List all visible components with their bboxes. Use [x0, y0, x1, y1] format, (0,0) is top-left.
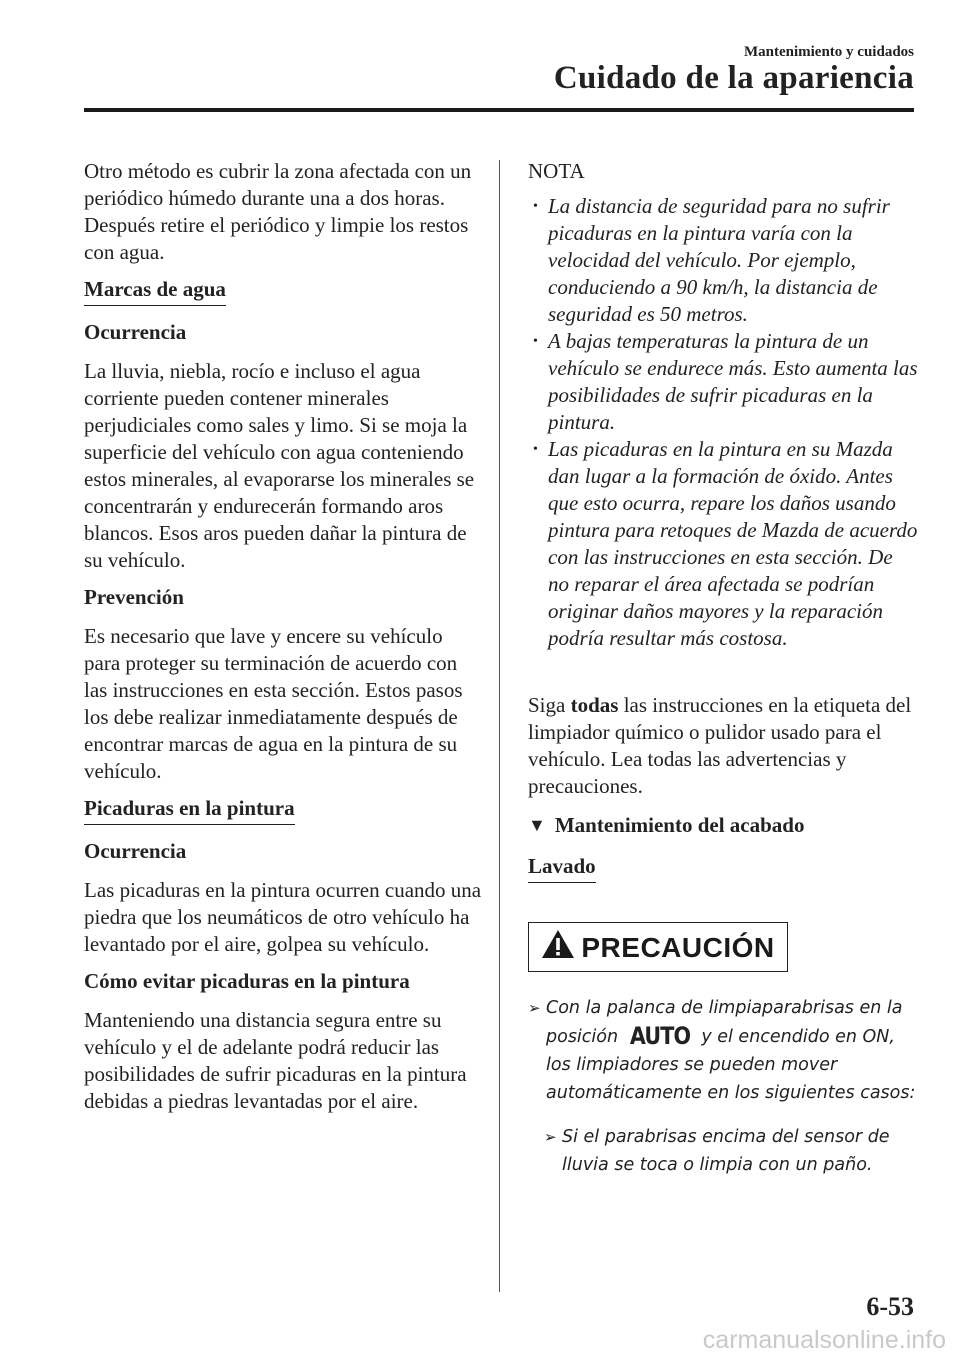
follow-pre: Siga [528, 693, 571, 717]
arrow-bullet-icon: ➢ [528, 999, 541, 1017]
note-text: A bajas temperaturas la pintura de un vehículo se endurece más. Esto aumenta las posibilidades de sufrir picaduras en la pintura. [548, 329, 918, 434]
caution-label: PRECAUCIÓN [581, 931, 775, 963]
page-number: 6-53 [866, 1292, 914, 1321]
note-item [528, 328, 918, 436]
warning-triangle-icon [541, 929, 575, 966]
left-column [84, 158, 482, 1125]
auto-position-icon: AUTO [629, 1022, 690, 1050]
caution-item [528, 994, 918, 1107]
chips-heading: Picaduras en la pintura [84, 795, 295, 825]
note-list [528, 193, 918, 652]
watermark: carmanualsonline.info [702, 1326, 946, 1354]
occurrence-label: Ocurrencia [84, 839, 187, 863]
occurrence-label: Ocurrencia [84, 320, 187, 344]
triangle-down-icon: ▼ [528, 815, 546, 835]
occurrence-paragraph: Las picaduras en la pintura ocurren cuando una piedra que los neumáticos de otro vehículo ha levantado por el aire, golpea su vehículo. [84, 878, 482, 956]
arrow-bullet-icon: ➢ [544, 1128, 557, 1146]
note-text: Las picaduras en la pintura en su Mazda dan lugar a la formación de óxido. Antes que esto ocurra, repare los daños usando pintura para retoques de Mazda de acuerdo con las instrucciones en esta sección. De no reparar el área afectada se podrían originar daños mayores y la reparación podría resultar más costosa. [548, 437, 918, 650]
note-item [528, 436, 918, 652]
avoid-chips-label: Cómo evitar picaduras en la pintura [84, 969, 410, 993]
caution-box [528, 922, 788, 972]
intro-paragraph: Otro método es cubrir la zona afectada con un periódico húmedo durante una a dos horas. Después retire el periódico y limpie los restos con agua. [84, 159, 472, 264]
spacer [528, 652, 918, 692]
prevention-paragraph: Es necesario que lave y encere su vehículo para proteger su terminación de acuerdo con las instrucciones en esta sección. Estos pasos los debe realizar inmediatamente después de encontrar marcas de agua en la pintura de su vehículo. [84, 624, 463, 783]
bullet-dot-icon: • [533, 199, 538, 214]
caution-subitem-text: Si el parabrisas encima del sensor de lluvia se toca o limpia con un paño. [562, 1127, 890, 1175]
column-divider [499, 160, 500, 1292]
caution-text-post: y el encendido en ON, los limpiadores se pueden mover automáticamente en los siguientes casos: [546, 1027, 916, 1103]
follow-post: las instrucciones en la etiqueta del limpiador químico o pulidor usado para el vehículo. Lea todas las advertencias y precauciones. [528, 693, 912, 798]
bullet-dot-icon: • [533, 334, 538, 349]
right-column [528, 158, 918, 1179]
prevention-label: Prevención [84, 585, 184, 609]
watermarks-heading: Marcas de agua [84, 276, 226, 306]
note-title: NOTA [528, 159, 585, 183]
caution-text-pre: Con la palanca de limpiaparabrisas en la posición [546, 998, 903, 1047]
bullet-dot-icon: • [533, 442, 538, 457]
note-item [528, 193, 918, 328]
header-rule [84, 108, 914, 112]
section-header: Mantenimiento y cuidados [743, 44, 914, 60]
washing-heading: Lavado [528, 853, 596, 883]
finish-maintenance-title: Mantenimiento del acabado [554, 813, 805, 837]
chapter-title: Cuidado de la apariencia [553, 60, 914, 96]
finish-maintenance-heading [528, 812, 918, 839]
follow-instructions-paragraph [528, 692, 918, 800]
caution-subitem [544, 1123, 918, 1179]
occurrence-paragraph: La lluvia, niebla, rocío e incluso el agua corriente pueden contener minerales perjudiciales como sales y limo. Si se moja la superficie del vehículo con agua conteniendo estos minerales, al evaporarse los minerales se concentrarán y endurecerán formando aros blancos. Esos aros pueden dañar la pintura de su vehículo. [84, 359, 475, 572]
avoid-chips-paragraph: Manteniendo una distancia segura entre su vehículo y el de adelante podrá reducir las posibilidades de sufrir picaduras en la pintura debidas a piedras levantadas por el aire. [84, 1008, 467, 1113]
note-text: La distancia de seguridad para no sufrir picaduras en la pintura varía con la velocidad del vehículo. Por ejemplo, conduciendo a 90 km/h, la distancia de seguridad es 50 metros. [548, 194, 890, 326]
follow-bold: todas [570, 693, 619, 717]
